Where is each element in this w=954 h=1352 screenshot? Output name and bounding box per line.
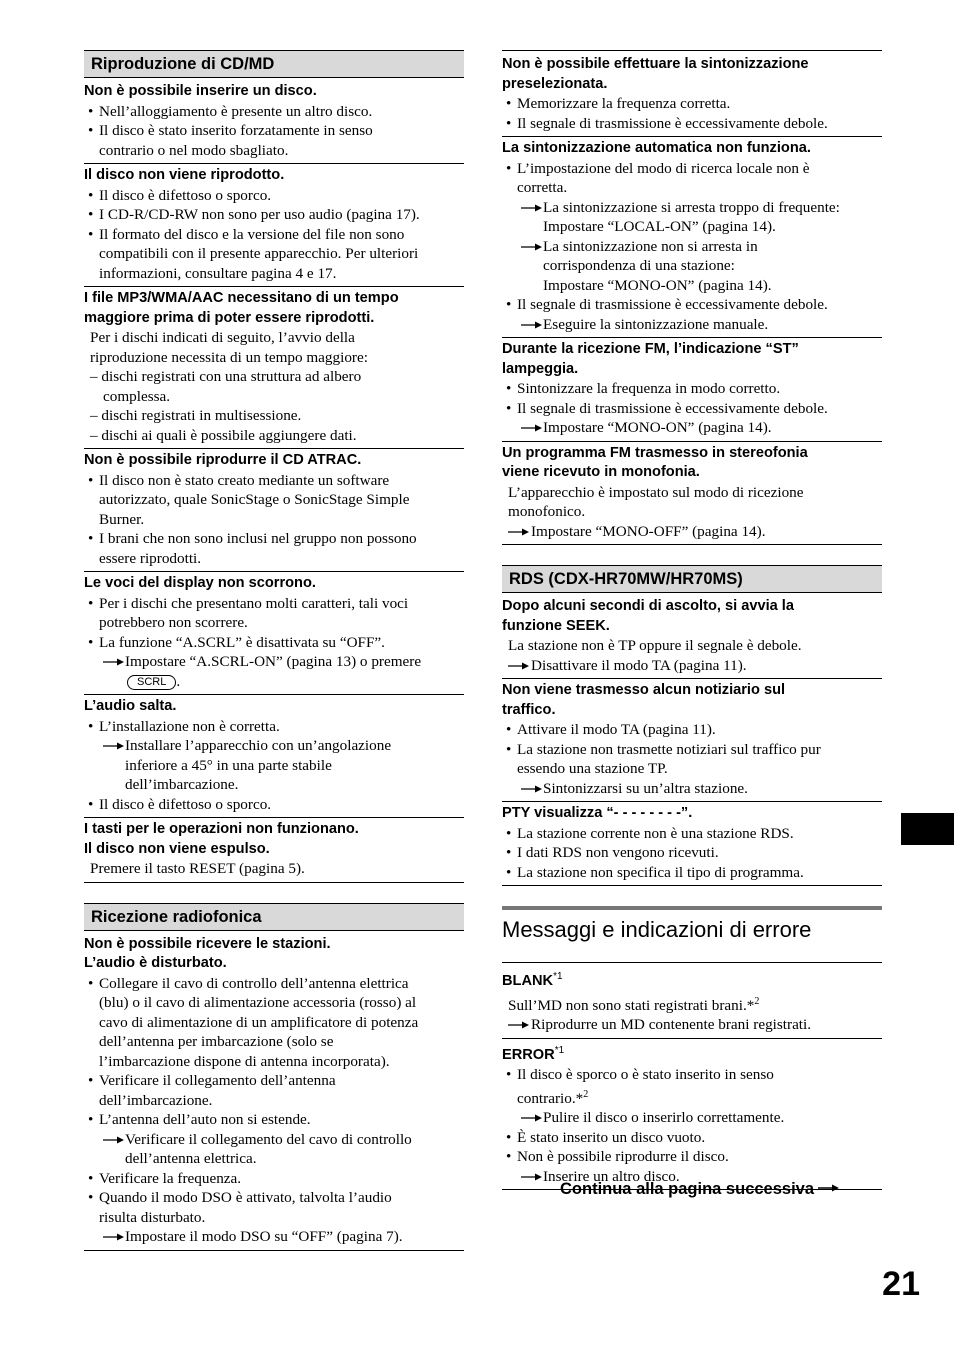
text-line: Impostare “LOCAL-ON” (pagina 14). xyxy=(543,218,776,235)
text-line: Il segnale di trasmissione è eccessivamente debole. xyxy=(517,296,828,313)
text-line: Il disco è stato inserito forzatamente in senso xyxy=(99,122,373,139)
text-line: I dati RDS non vengono ricevuti. xyxy=(517,844,719,861)
bullet: • xyxy=(88,122,94,139)
bullet: • xyxy=(88,1169,94,1187)
troubleshoot-item xyxy=(84,818,464,883)
bullet: • xyxy=(88,471,94,489)
problem-title: Durante la ricezione FM, l’indicazione “ST” xyxy=(502,341,799,357)
section-heading-errors: Messaggi e indicazioni di errore xyxy=(502,906,882,963)
text-line: Il disco è difettoso o sporco. xyxy=(99,795,272,813)
text-line: Eseguire la sintonizzazione manuale. xyxy=(543,315,769,333)
text-line: Il disco è sporco o è stato inserito in senso xyxy=(517,1066,774,1083)
problem-title: PTY visualizza “- - - - - - - -”. xyxy=(502,805,693,821)
right-arrow-icon xyxy=(521,315,543,334)
text-line: corrispondenza di una stazione: xyxy=(543,257,735,274)
bullet: • xyxy=(506,296,512,313)
bullet: • xyxy=(506,1148,512,1165)
bullet: • xyxy=(506,159,512,177)
bullet: • xyxy=(88,795,94,813)
error-code-text: ERROR xyxy=(502,1046,555,1063)
text-line: cavo di alimentazione di un amplificatore di potenza xyxy=(99,1013,419,1031)
bullet: • xyxy=(506,721,512,738)
footnote-mark: *1 xyxy=(553,971,563,982)
error-code-text: BLANK xyxy=(502,973,554,989)
section-heading-radio: Ricezione radiofonica xyxy=(84,903,464,931)
bullet: • xyxy=(506,380,512,397)
problem-title: viene ricevuto in monofonia. xyxy=(502,464,700,480)
troubleshoot-item xyxy=(84,449,464,572)
problem-title: preselezionata. xyxy=(502,75,608,92)
text-line: Non è possibile riprodurre il disco. xyxy=(517,1148,729,1165)
text-line: Disattivare il modo TA (pagina 11). xyxy=(531,656,747,674)
footnote-mark: 2 xyxy=(754,995,760,1007)
text-line: – dischi registrati in multisessione. xyxy=(90,407,302,424)
bullet: • xyxy=(506,114,512,132)
text-line: La stazione corrente non è una stazione RDS. xyxy=(517,824,794,842)
text-line: Inserire un altro disco. xyxy=(543,1167,680,1185)
text-line: Premere il tasto RESET (pagina 5). xyxy=(90,860,305,877)
text-line: dell’antenna per imbarcazione (solo se xyxy=(99,1033,334,1050)
bullet: • xyxy=(506,399,512,417)
text-line: – dischi registrati con una struttura ad albero xyxy=(90,368,362,385)
bullet: • xyxy=(88,225,94,243)
problem-title: Il disco non viene espulso. xyxy=(84,840,270,857)
text-line: Collegare il cavo di controllo dell’antenna elettrica xyxy=(99,974,409,992)
problem-title: I file MP3/WMA/AAC necessitano di un tempo xyxy=(84,290,399,306)
text-line: dell’imbarcazione. xyxy=(125,776,239,793)
text-line: . xyxy=(176,672,181,690)
right-column xyxy=(502,50,882,1190)
text-line: Quando il modo DSO è attivato, talvolta l’audio xyxy=(99,1189,392,1206)
bullet: • xyxy=(506,844,512,861)
text-line: Il segnale di trasmissione è eccessivamente debole. xyxy=(517,399,828,417)
troubleshoot-item xyxy=(502,442,882,546)
text-line: I CD-R/CD-RW non sono per uso audio (pagina 17). xyxy=(99,206,420,223)
right-arrow-icon xyxy=(521,779,543,798)
text-line: Verificare il collegamento dell’antenna xyxy=(99,1072,336,1089)
problem-title: funzione SEEK. xyxy=(502,617,610,634)
problem-title: Non è possibile inserire un disco. xyxy=(84,83,317,99)
text-line: È stato inserito un disco vuoto. xyxy=(517,1128,706,1146)
troubleshoot-item xyxy=(84,931,464,1251)
text-line: risulta disturbato. xyxy=(99,1208,206,1226)
bullet: • xyxy=(88,186,94,204)
text-line: potrebbero non scorrere. xyxy=(99,614,248,631)
bullet: • xyxy=(88,530,94,547)
text-line: Pulire il disco o inserirlo correttamente. xyxy=(543,1109,785,1126)
text-line: La sintonizzazione si arresta troppo di frequente: xyxy=(543,198,840,216)
troubleshoot-item xyxy=(84,287,464,449)
text-line: L’antenna dell’auto non si estende. xyxy=(99,1111,311,1128)
right-arrow-icon xyxy=(103,652,125,671)
error-item xyxy=(502,1039,882,1191)
right-arrow-icon xyxy=(521,1167,543,1186)
problem-title: Dopo alcuni secondi di ascolto, si avvia la xyxy=(502,598,794,614)
bullet: • xyxy=(88,594,94,612)
text-line: La funzione “A.SCRL” è disattivata su “OFF”. xyxy=(99,633,385,651)
text-line: l’imbarcazione dispone di antenna incorporata). xyxy=(99,1052,390,1070)
text-line: Riprodurre un MD contenente brani registrati. xyxy=(531,1016,812,1033)
text-line xyxy=(502,1085,882,1109)
text-line: informazioni, consultare pagina 4 e 17. xyxy=(99,264,337,282)
troubleshoot-item xyxy=(502,679,882,802)
problem-title: Un programma FM trasmesso in stereofonia xyxy=(502,444,808,461)
text-line: Sintonizzare la frequenza in modo corretto. xyxy=(517,380,781,397)
bullet: • xyxy=(506,740,512,758)
text-line: Attivare il modo TA (pagina 11). xyxy=(517,721,716,738)
text-line: inferiore a 45° in una parte stabile xyxy=(125,756,332,774)
bullet: • xyxy=(88,633,94,651)
right-arrow-icon xyxy=(521,1108,543,1127)
section-heading-cd-md: Riproduzione di CD/MD xyxy=(84,50,464,78)
bullet: • xyxy=(88,717,94,735)
text-line: La stazione non specifica il tipo di programma. xyxy=(517,863,804,881)
right-arrow-icon xyxy=(103,1130,125,1149)
text-line: (blu) o il cavo di alimentazione accessoria (rosso) al xyxy=(99,994,417,1011)
text-line: La stazione non è TP oppure il segnale è debole. xyxy=(508,637,802,654)
bullet: • xyxy=(88,1189,94,1206)
text-line: Impostare “MONO-OFF” (pagina 14). xyxy=(531,522,766,540)
text-line: Verificare la frequenza. xyxy=(99,1169,242,1187)
right-arrow-icon xyxy=(103,1227,125,1246)
troubleshoot-item xyxy=(84,572,464,695)
text-line: Impostare “MONO-ON” (pagina 14). xyxy=(543,276,772,294)
text-line: corretta. xyxy=(517,179,568,196)
text-line: Il segnale di trasmissione è eccessivamente debole. xyxy=(517,114,828,132)
right-arrow-icon xyxy=(508,1015,530,1034)
problem-title: maggiore prima di poter essere riprodotti. xyxy=(84,309,375,326)
bullet: • xyxy=(88,1111,94,1128)
page-number: 21 xyxy=(882,1265,920,1303)
bullet: • xyxy=(506,863,512,881)
problem-title: La sintonizzazione automatica non funziona. xyxy=(502,140,811,156)
error-code xyxy=(502,1041,882,1066)
troubleshoot-item xyxy=(502,593,882,679)
bullet: • xyxy=(88,206,94,223)
right-arrow-icon xyxy=(508,656,530,675)
problem-title: Non è possibile ricevere le stazioni. xyxy=(84,935,331,952)
troubleshoot-item xyxy=(502,137,882,338)
text-line: Memorizzare la frequenza corretta. xyxy=(517,95,731,112)
bullet: • xyxy=(506,95,512,112)
text-line: Per i dischi che presentano molti caratteri, tali voci xyxy=(99,594,409,612)
text-line: compatibili con il presente apparecchio. Per ulteriori xyxy=(99,245,419,262)
text-line: riproduzione necessita di un tempo maggiore: xyxy=(90,348,368,366)
right-arrow-icon xyxy=(814,1180,840,1198)
text-line: Il formato del disco e la versione del file non sono xyxy=(99,225,405,243)
problem-title: lampeggia. xyxy=(502,360,579,377)
text-line: Il disco non è stato creato mediante un software xyxy=(99,471,390,489)
text-line: La sintonizzazione non si arresta in xyxy=(543,237,758,255)
text-line: Installare l’apparecchio con un’angolazione xyxy=(125,737,392,754)
problem-title: Non è possibile riprodurre il CD ATRAC. xyxy=(84,452,362,468)
text-line: contrario o nel modo sbagliato. xyxy=(99,141,289,159)
text-line-text: Sull’MD non sono stati registrati brani.* xyxy=(508,996,755,1014)
text-line: Sintonizzarsi su un’altra stazione. xyxy=(543,779,748,797)
problem-title: traffico. xyxy=(502,701,556,718)
left-column xyxy=(84,50,464,1251)
text-line: essendo una stazione TP. xyxy=(517,760,668,777)
troubleshoot-item xyxy=(84,78,464,164)
troubleshoot-item xyxy=(502,802,882,886)
continue-next-page xyxy=(560,1178,882,1200)
problem-title: Il disco non viene riprodotto. xyxy=(84,167,285,183)
chapter-tab-marker xyxy=(901,813,954,845)
text-line: dell’antenna elettrica. xyxy=(125,1150,257,1167)
text-line: L’apparecchio è impostato sul modo di ricezione xyxy=(508,483,804,501)
bullet: • xyxy=(506,1128,512,1146)
right-arrow-icon xyxy=(521,198,543,217)
troubleshoot-item xyxy=(502,338,882,442)
problem-title: Le voci del display non scorrono. xyxy=(84,575,316,591)
right-arrow-icon xyxy=(508,522,530,541)
text-line: L’installazione non è corretta. xyxy=(99,717,280,735)
problem-title: I tasti per le operazioni non funzionano. xyxy=(84,821,359,837)
bullet: • xyxy=(88,102,94,120)
problem-title: Non viene trasmesso alcun notiziario sul xyxy=(502,682,786,698)
troubleshoot-item xyxy=(84,164,464,287)
text-line: L’impostazione del modo di ricerca locale non è xyxy=(517,159,810,177)
right-arrow-icon xyxy=(521,418,543,437)
text-line: Il disco è difettoso o sporco. xyxy=(99,186,272,204)
error-item xyxy=(502,963,882,1039)
text-line: Burner. xyxy=(99,510,145,528)
problem-title: L’audio salta. xyxy=(84,698,177,714)
text-line: Impostare “A.SCRL-ON” (pagina 13) o premere xyxy=(125,653,422,670)
continue-text: Continua alla pagina successiva xyxy=(560,1180,815,1198)
text-line xyxy=(502,992,882,1016)
troubleshoot-item xyxy=(84,695,464,818)
troubleshoot-item xyxy=(502,51,882,137)
text-line: monofonico. xyxy=(508,503,586,520)
problem-title: L’audio è disturbato. xyxy=(84,955,227,971)
text-line: I brani che non sono inclusi nel gruppo non possono xyxy=(99,530,417,547)
text-line: essere riprodotti. xyxy=(99,549,202,567)
text-line: Impostare il modo DSO su “OFF” (pagina 7). xyxy=(125,1228,403,1245)
text-line: La stazione non trasmette notiziari sul traffico pur xyxy=(517,740,821,758)
bullet: • xyxy=(88,974,94,992)
text-line: autorizzato, quale SonicStage o SonicStage Simple xyxy=(99,491,410,508)
text-line: Impostare “MONO-ON” (pagina 14). xyxy=(543,419,772,436)
footnote-mark: *1 xyxy=(554,1044,565,1056)
text-line-text: contrario.* xyxy=(517,1089,584,1107)
right-arrow-icon xyxy=(103,736,125,755)
bullet: • xyxy=(506,1066,512,1083)
section-heading-rds: RDS (CDX-HR70MW/HR70MS) xyxy=(502,565,882,593)
text-line: dell’imbarcazione. xyxy=(99,1091,213,1109)
footnote-mark: 2 xyxy=(583,1088,589,1100)
bullet: • xyxy=(506,824,512,842)
right-arrow-icon xyxy=(521,237,543,256)
error-code xyxy=(502,967,882,992)
problem-title: Non è possibile effettuare la sintonizzazione xyxy=(502,56,809,72)
text-line: Nell’alloggiamento è presente un altro disco. xyxy=(99,102,373,120)
scrl-button-icon: SCRL xyxy=(127,675,176,690)
text-line: complessa. xyxy=(103,387,171,405)
text-line: Per i dischi indicati di seguito, l’avvio della xyxy=(90,329,355,346)
bullet: • xyxy=(88,1072,94,1089)
text-line: – dischi ai quali è possibile aggiungere dati. xyxy=(90,426,357,444)
text-line: Verificare il collegamento del cavo di controllo xyxy=(125,1130,412,1148)
